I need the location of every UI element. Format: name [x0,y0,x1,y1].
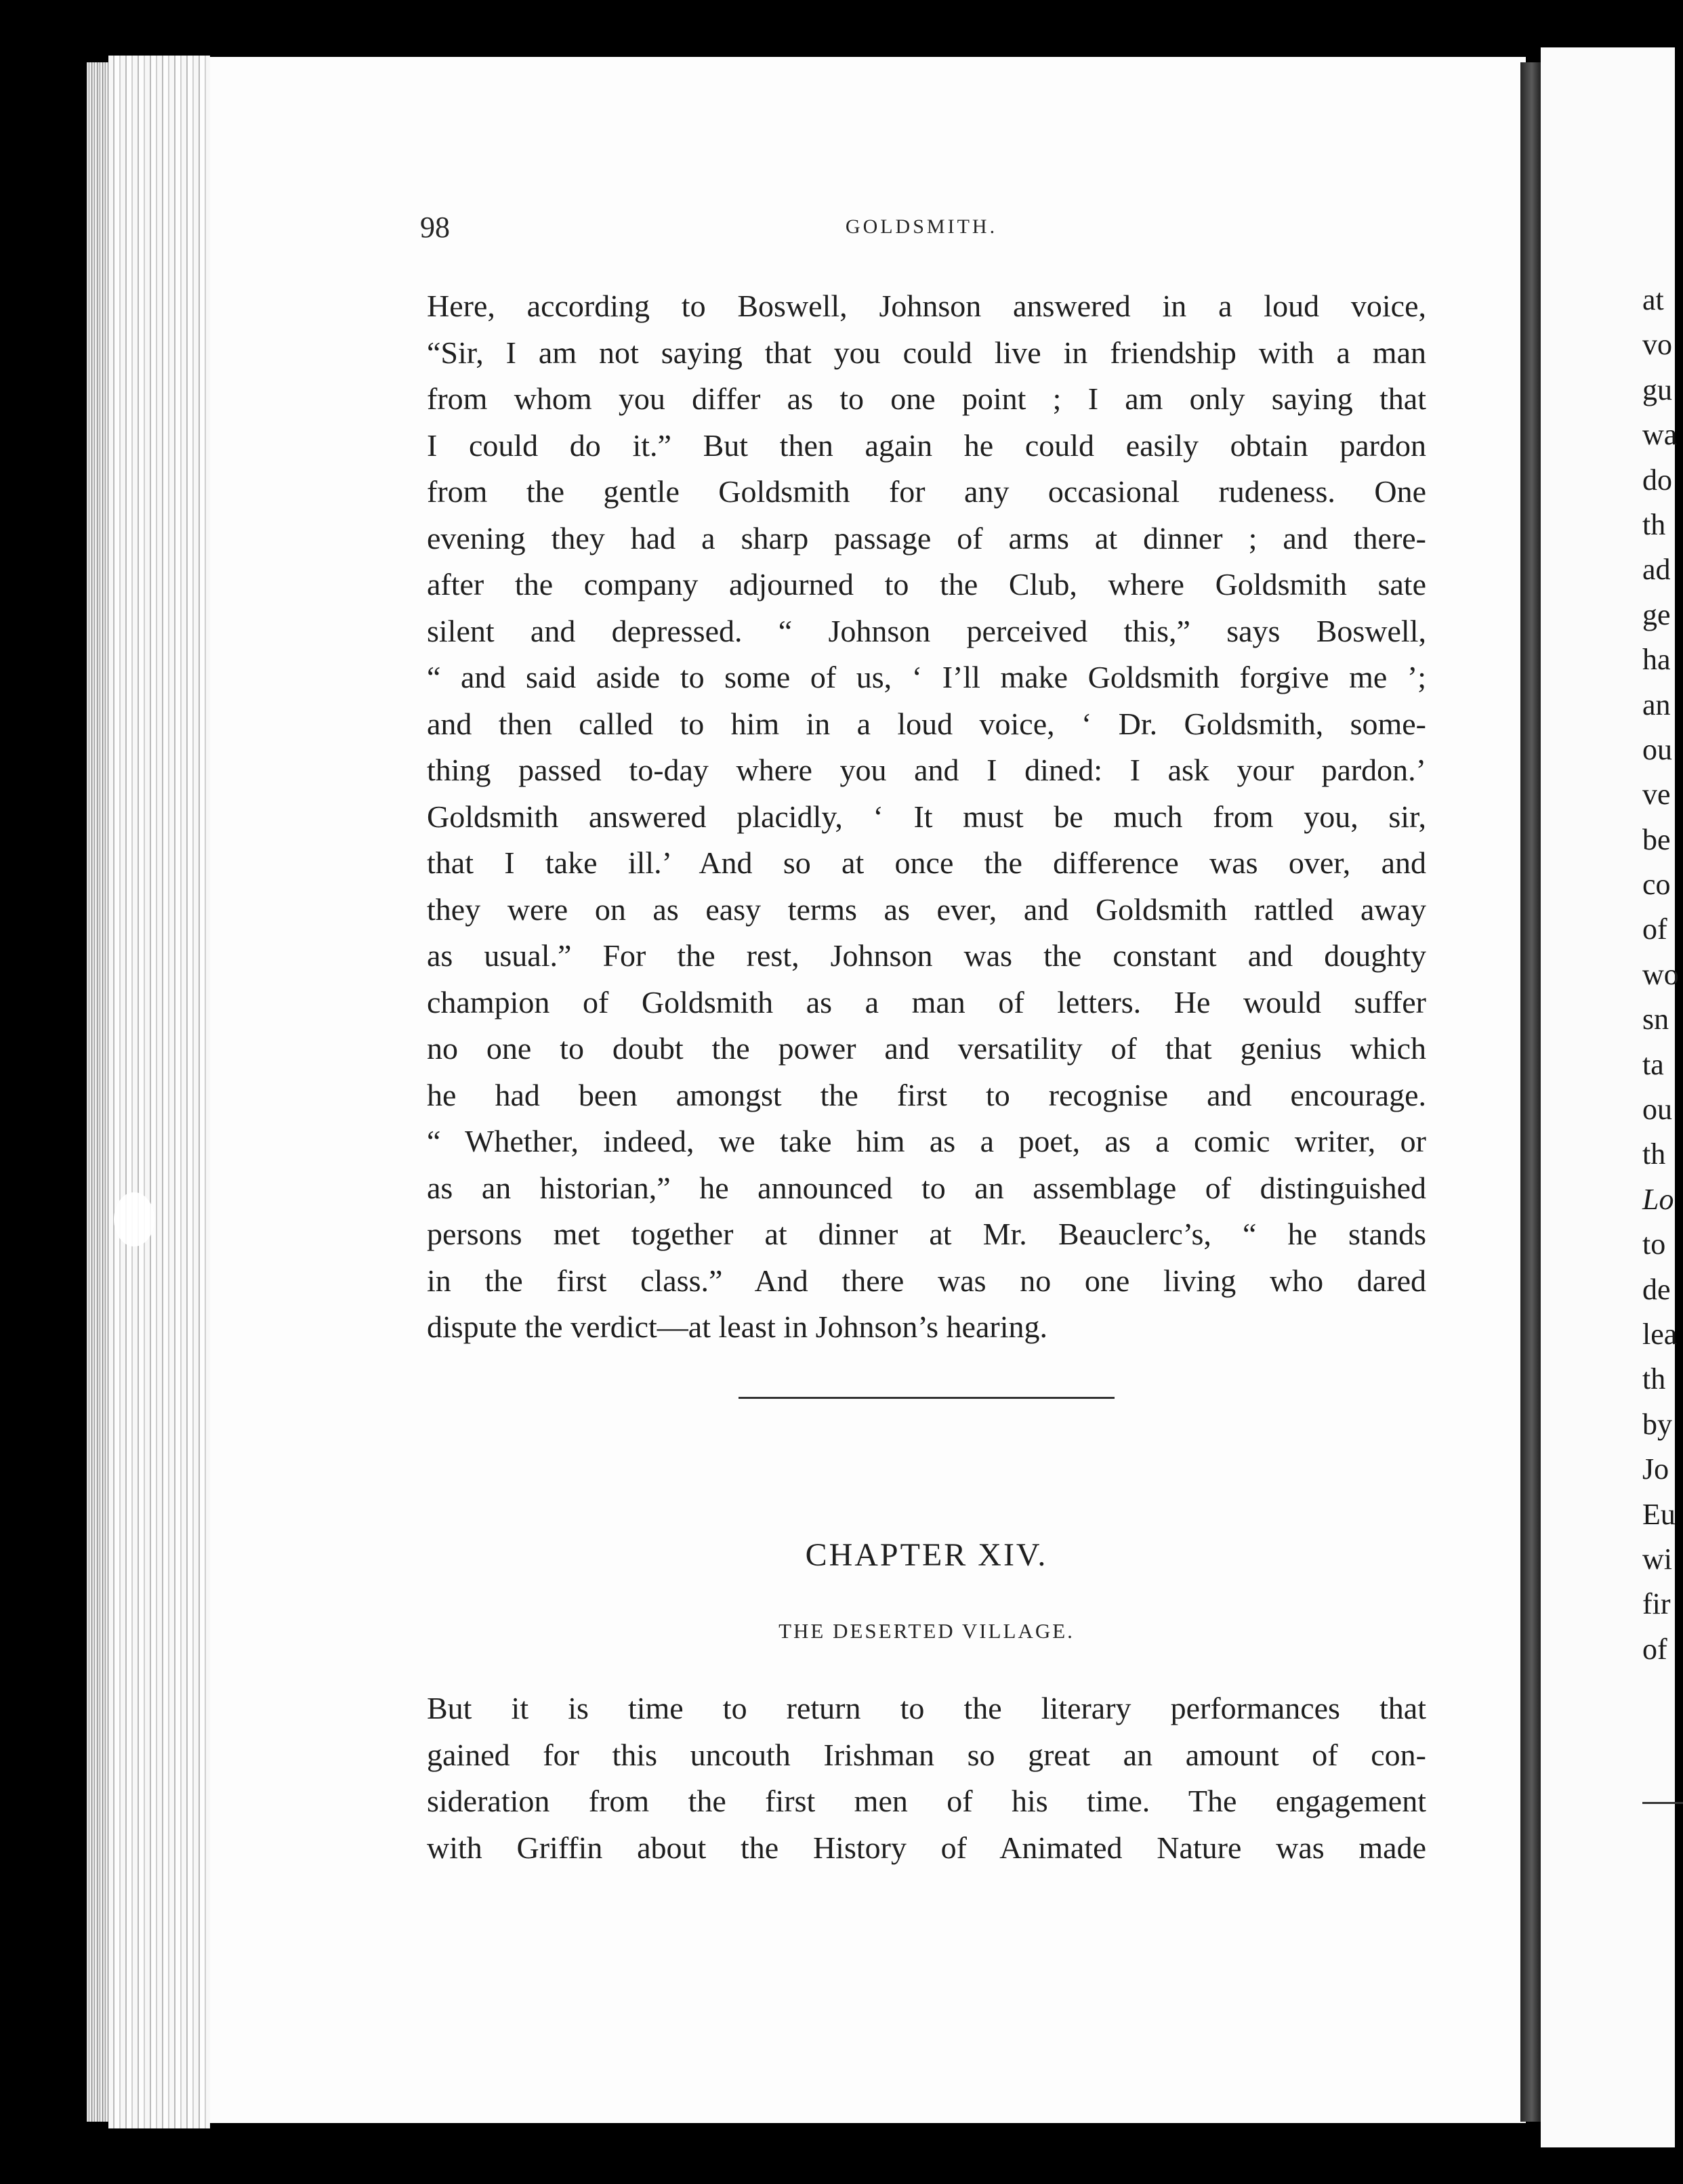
text-line: But it is time to return to the literary performances that [427,1691,1426,1725]
page-edges-stack [108,56,210,2128]
text-line: as usual.” For the rest, Johnson was the constant and doughty [427,938,1426,973]
fragment: gu [1642,373,1672,406]
fragment: Eu [1642,1497,1676,1531]
fragment: wo [1642,957,1679,991]
fragment: th [1642,507,1666,541]
fragment: ou [1642,732,1672,766]
fragment: ou [1642,1093,1672,1127]
fragment: ha [1642,643,1671,677]
text-line: no one to doubt the power and versatility of that genius which [427,1031,1426,1066]
text-line: in the first class.” And there was no one living who dared [427,1263,1426,1298]
facing-page-rule [1642,1802,1683,1804]
fragment: by [1642,1407,1672,1441]
fragment: co [1642,868,1671,902]
text-line: I could do it.” But then again he could easily obtain pardon [427,427,1426,463]
fragment: Lo [1642,1182,1674,1216]
text-line: thing passed to-day where you and I dined: I ask your pardon.’ [427,753,1426,787]
text-line: sideration from the first men of his time. The engagement [427,1784,1426,1818]
text-line: dispute the verdict—at least in Johnson’s hearing. [427,1309,1047,1344]
text-line: and then called to him in a loud voice, ‘ Dr. Goldsmith, some- [427,706,1426,741]
text-line: Goldsmith answered placidly, ‘ It must be much from you, sir, [427,799,1426,834]
chapter-title: CHAPTER XIV. [805,1537,1048,1573]
text-line: “ and said aside to some of us, ‘ I’ll make Goldsmith forgive me ’; [427,660,1426,694]
text-line: they were on as easy terms as ever, and Goldsmith rattled away [427,891,1426,927]
text-line: from the gentle Goldsmith for any occasional rudeness. One [427,474,1426,509]
text-line: silent and depressed. “ Johnson perceived this,” says Boswell, [427,613,1426,648]
text-line: “Sir, I am not saying that you could live in friendship with a man [427,335,1426,370]
fragment: of [1642,912,1667,946]
fragment: lea [1642,1317,1678,1351]
text-line: gained for this uncouth Irishman so great an amount of con- [427,1737,1426,1772]
text-line: after the company adjourned to the Club, where Goldsmith sate [427,567,1426,602]
fragment: of [1642,1632,1667,1666]
chapter-subtitle: THE DESERTED VILLAGE. [778,1619,1075,1643]
fragment: wi [1642,1542,1672,1576]
fragment: an [1642,688,1671,721]
text-line: Here, according to Boswell, Johnson answered in a loud voice, [427,289,1426,323]
text-line: that I take ill.’ And so at once the difference was over, and [427,845,1426,880]
text-line: “ Whether, indeed, we take him as a poet, as a comic writer, or [427,1124,1426,1158]
text-line: as an historian,” he announced to an assemblage of distinguished [427,1170,1426,1205]
page-header [420,210,1423,253]
facing-page [1541,47,1679,2147]
fragment: th [1642,1362,1666,1396]
section-divider [739,1397,1115,1399]
fragment: fir [1642,1587,1671,1621]
text-line: from whom you differ as to one point ; I am only saying that [427,381,1426,416]
page-number: 98 [420,211,450,244]
text-line: champion of Goldsmith as a man of letters. He would suffer [427,984,1426,1020]
fragment: ta [1642,1047,1664,1081]
text-line: with Griffin about the History of Animated Nature was made [427,1830,1426,1865]
text-line: evening they had a sharp passage of arms at dinner ; and there- [427,520,1426,555]
facing-page-text [1541,278,1679,1672]
running-head: GOLDSMITH. [845,215,998,238]
chapter-text [427,1685,1426,1871]
fragment: Jo [1642,1452,1669,1486]
text-line: persons met together at dinner at Mr. Beauclerc’s, “ he stands [427,1217,1426,1251]
fragment: sn [1642,1003,1669,1036]
fragment: de [1642,1272,1671,1306]
fragment: ad [1642,553,1671,587]
paper-blemish [114,1192,154,1246]
fragment: wa [1642,418,1678,452]
fragment: ve [1642,778,1671,812]
fragment: be [1642,822,1671,856]
fragment: at [1642,283,1664,316]
fragment: to [1642,1227,1666,1261]
page-edges-left [87,62,108,2122]
text-line: he had been amongst the first to recognise and encourage. [427,1077,1426,1112]
fragment: vo [1642,328,1672,362]
fragment: ge [1642,597,1671,631]
book-gutter [1520,62,1541,2122]
fragment: th [1642,1137,1666,1171]
body-text [427,283,1426,1351]
fragment: do [1642,463,1672,497]
